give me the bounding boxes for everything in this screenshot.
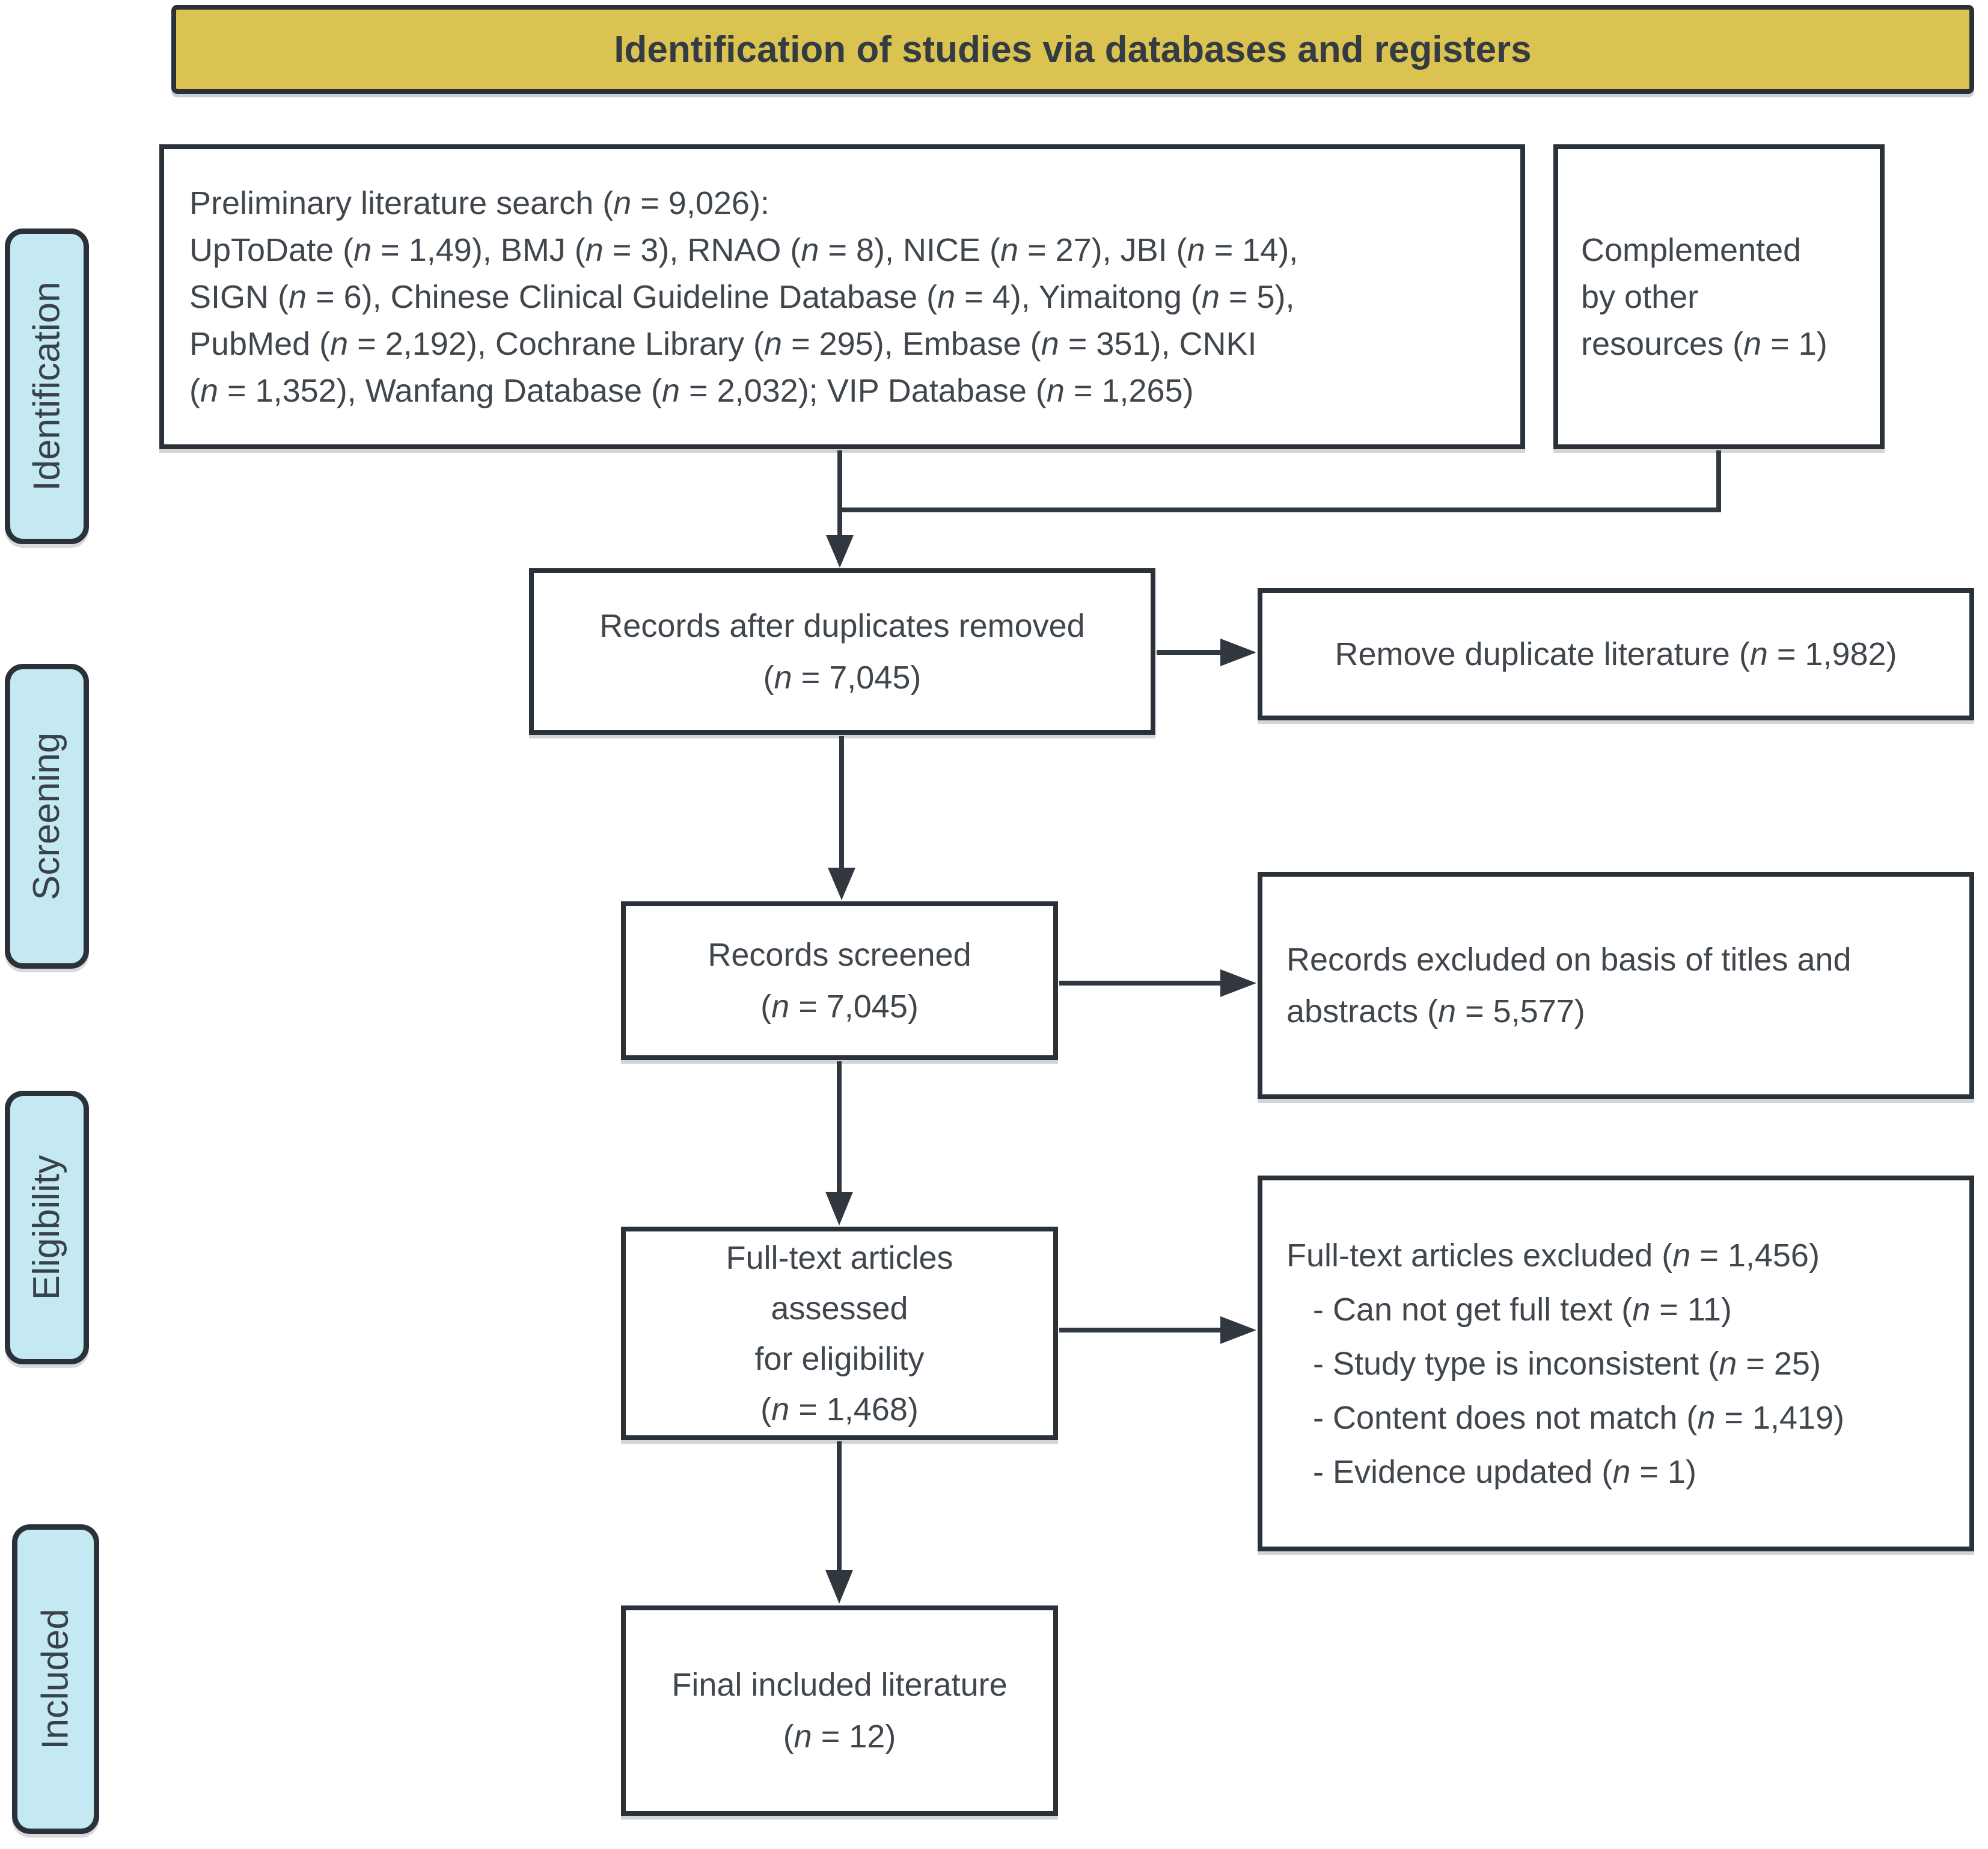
stage-label-screening: [5, 664, 89, 969]
diagram-title-banner: [171, 5, 1974, 94]
node-text-line: Complemented: [1581, 232, 1802, 268]
arrowhead-down-fulltext: [825, 1192, 853, 1225]
node-text-line: assessed: [771, 1290, 908, 1326]
node-fulltext-excluded: [1258, 1176, 1974, 1551]
node-text-line: (n = 7,045): [763, 659, 922, 696]
node-text-line: Full-text articles: [726, 1239, 953, 1276]
stage-label-text: Screening: [26, 732, 68, 901]
node-preliminary-search: [159, 144, 1525, 449]
node-complemented-resources: [1553, 144, 1885, 449]
node-text-line: SIGN (n = 6), Chinese Clinical Guideline Database (n = 4), Yimaitong (n = 5),: [189, 278, 1295, 315]
node-records-screened: [621, 901, 1058, 1060]
stage-label-included: [12, 1524, 99, 1834]
node-text-line: for eligibility: [754, 1340, 925, 1377]
node-text-line: abstracts (n = 5,577): [1286, 993, 1585, 1029]
node-text-line: PubMed (n = 2,192), Cochrane Library (n = 295), Embase (n = 351), CNKI: [189, 325, 1257, 362]
node-text-line: Records after duplicates removed: [599, 607, 1085, 644]
node-text-line: (n = 1,352), Wanfang Database (n = 2,032); VIP Database (n = 1,265): [189, 372, 1194, 409]
arrowhead-down-dedup: [826, 535, 854, 568]
node-text-line: Full-text articles excluded (n = 1,456): [1286, 1237, 1820, 1274]
node-remove-duplicates: [1258, 588, 1974, 720]
node-text-line: resources (n = 1): [1581, 325, 1827, 362]
node-text-line: - Content does not match (n = 1,419): [1313, 1399, 1845, 1436]
stage-label-identification: [5, 228, 89, 544]
node-text-line: - Study type is inconsistent (n = 25): [1313, 1345, 1821, 1382]
node-text-line: - Can not get full text (n = 11): [1313, 1291, 1732, 1328]
node-final-included: [621, 1605, 1058, 1816]
stage-label-text: Identification: [26, 281, 68, 491]
stage-label-eligibility: [5, 1091, 89, 1364]
page-title: Identification of studies via databases and registers: [614, 28, 1532, 70]
node-text-line: Records excluded on basis of titles and: [1286, 942, 1852, 978]
node-text-line: by other: [1581, 278, 1699, 315]
node-text-line: (n = 7,045): [760, 989, 919, 1025]
node-text-line: Remove duplicate literature (n = 1,982): [1335, 636, 1897, 672]
node-text-line: Records screened: [708, 937, 971, 973]
node-records-deduplicated: [529, 568, 1155, 735]
arrowhead-down-screened: [828, 868, 855, 900]
stage-label-text: Eligibility: [26, 1154, 68, 1301]
connector-complemented-branch: [840, 450, 1719, 510]
node-text-line: Final included literature: [671, 1667, 1008, 1703]
arrowhead-right-ftexcluded: [1220, 1316, 1256, 1344]
node-text-line: - Evidence updated (n = 1): [1313, 1453, 1696, 1490]
arrowhead-down-final: [825, 1570, 853, 1604]
stage-label-text: Included: [35, 1608, 77, 1750]
node-records-excluded: [1258, 872, 1974, 1099]
node-text-line: (n = 1,468): [760, 1391, 919, 1427]
node-fulltext-assessed: [621, 1227, 1058, 1440]
arrowhead-right-removedup: [1220, 639, 1256, 666]
node-text-line: UpToDate (n = 1,49), BMJ (n = 3), RNAO (n = 8), NICE (n = 27), JBI (n = 14),: [189, 232, 1298, 268]
arrowhead-right-excluded: [1220, 969, 1256, 997]
node-text-line: (n = 12): [783, 1719, 896, 1755]
node-text-line: Preliminary literature search (n = 9,026):: [189, 185, 769, 221]
